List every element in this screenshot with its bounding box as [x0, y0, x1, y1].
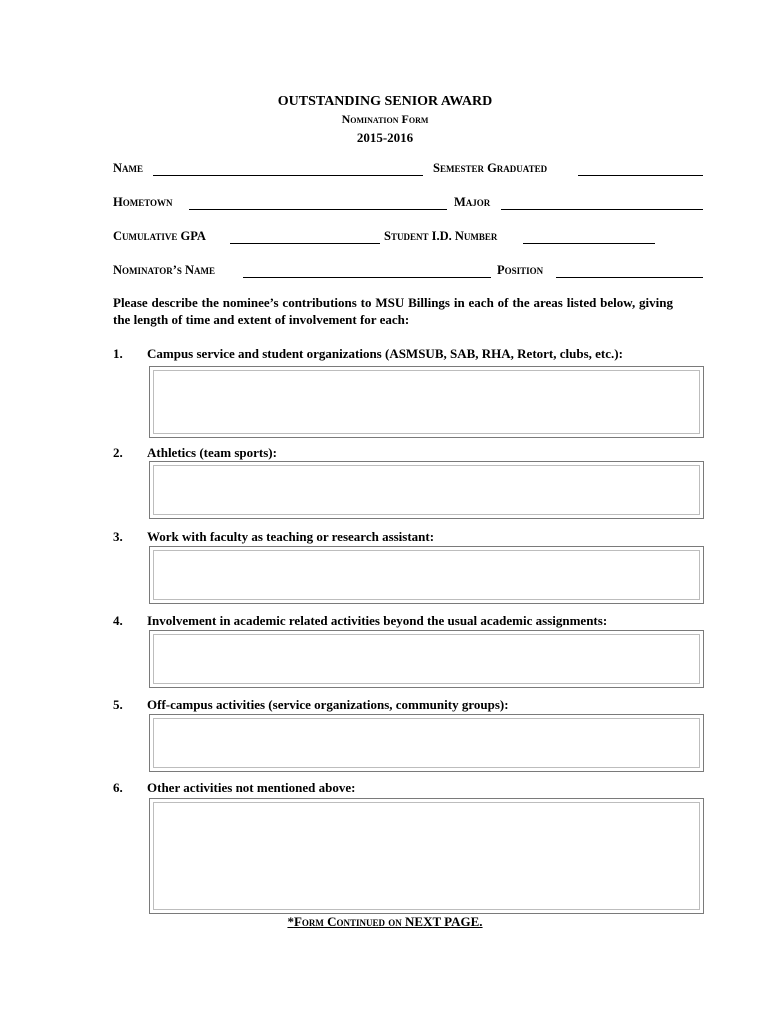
- nominator-name-field[interactable]: [243, 263, 491, 278]
- row-gpa-id: [113, 226, 703, 246]
- answer-box-inner: [153, 370, 700, 434]
- student-id-label: Student I.D. Number: [384, 229, 498, 243]
- hometown-field[interactable]: [189, 195, 447, 210]
- hometown-label: Hometown: [113, 195, 173, 209]
- answer-box-inner: [153, 465, 700, 515]
- question-3-text: Work with faculty as teaching or research assistant:: [147, 529, 435, 544]
- major-label: Major: [454, 195, 491, 209]
- cumulative-gpa-label: Cumulative GPA: [113, 229, 206, 243]
- answer-box-inner: [153, 802, 700, 910]
- answer-box-inner: [153, 550, 700, 600]
- position-field[interactable]: [556, 263, 703, 278]
- question-4-number: 4.: [113, 613, 123, 628]
- semester-graduated-field[interactable]: [578, 161, 703, 176]
- row-name-semester: [113, 158, 703, 178]
- instructions-paragraph: Please describe the nominee’s contributions to MSU Billings in each of the areas listed below, giving the length of time and extent of involvement for each:: [113, 295, 673, 327]
- question-6-text: Other activities not mentioned above:: [147, 780, 356, 795]
- footer-small-caps: Form Continued on: [293, 914, 402, 929]
- question-5-number: 5.: [113, 697, 123, 712]
- semester-graduated-label: Semester Graduated: [433, 161, 548, 175]
- form-title: OUTSTANDING SENIOR AWARD: [277, 94, 493, 109]
- question-3-answer-box[interactable]: [149, 546, 704, 604]
- major-field[interactable]: [501, 195, 703, 210]
- question-1-number: 1.: [113, 346, 123, 361]
- form-subtitle: Nomination Form: [341, 112, 429, 126]
- cumulative-gpa-field[interactable]: [230, 229, 380, 244]
- footer-suffix: NEXT PAGE.: [401, 914, 483, 929]
- question-2-answer-box[interactable]: [149, 461, 704, 519]
- name-label: Name: [113, 161, 144, 175]
- form-year: 2015-2016: [356, 130, 414, 145]
- question-2-number: 2.: [113, 445, 123, 460]
- question-1-answer-box[interactable]: [149, 366, 704, 438]
- position-label: Position: [497, 263, 544, 277]
- name-field[interactable]: [153, 161, 423, 176]
- question-5-answer-box[interactable]: [149, 714, 704, 772]
- question-6-number: 6.: [113, 780, 123, 795]
- question-3-number: 3.: [113, 529, 123, 544]
- answer-box-inner: [153, 718, 700, 768]
- footer-prefix: *: [287, 914, 294, 929]
- row-nominator-position: [113, 260, 703, 280]
- question-1-text: Campus service and student organizations (ASMSUB, SAB, RHA, Retort, clubs, etc.):: [147, 346, 623, 361]
- question-5-text: Off-campus activities (service organizations, community groups):: [147, 697, 509, 712]
- row-hometown-major: [113, 192, 703, 212]
- question-4-text: Involvement in academic related activities beyond the usual academic assignments:: [147, 613, 608, 628]
- student-id-field[interactable]: [523, 229, 655, 244]
- question-6-answer-box[interactable]: [149, 798, 704, 914]
- nominator-name-label: Nominator’s Name: [113, 263, 216, 277]
- form-continued-note: [0, 914, 770, 930]
- answer-box-inner: [153, 634, 700, 684]
- question-2-text: Athletics (team sports):: [147, 445, 277, 460]
- question-4-answer-box[interactable]: [149, 630, 704, 688]
